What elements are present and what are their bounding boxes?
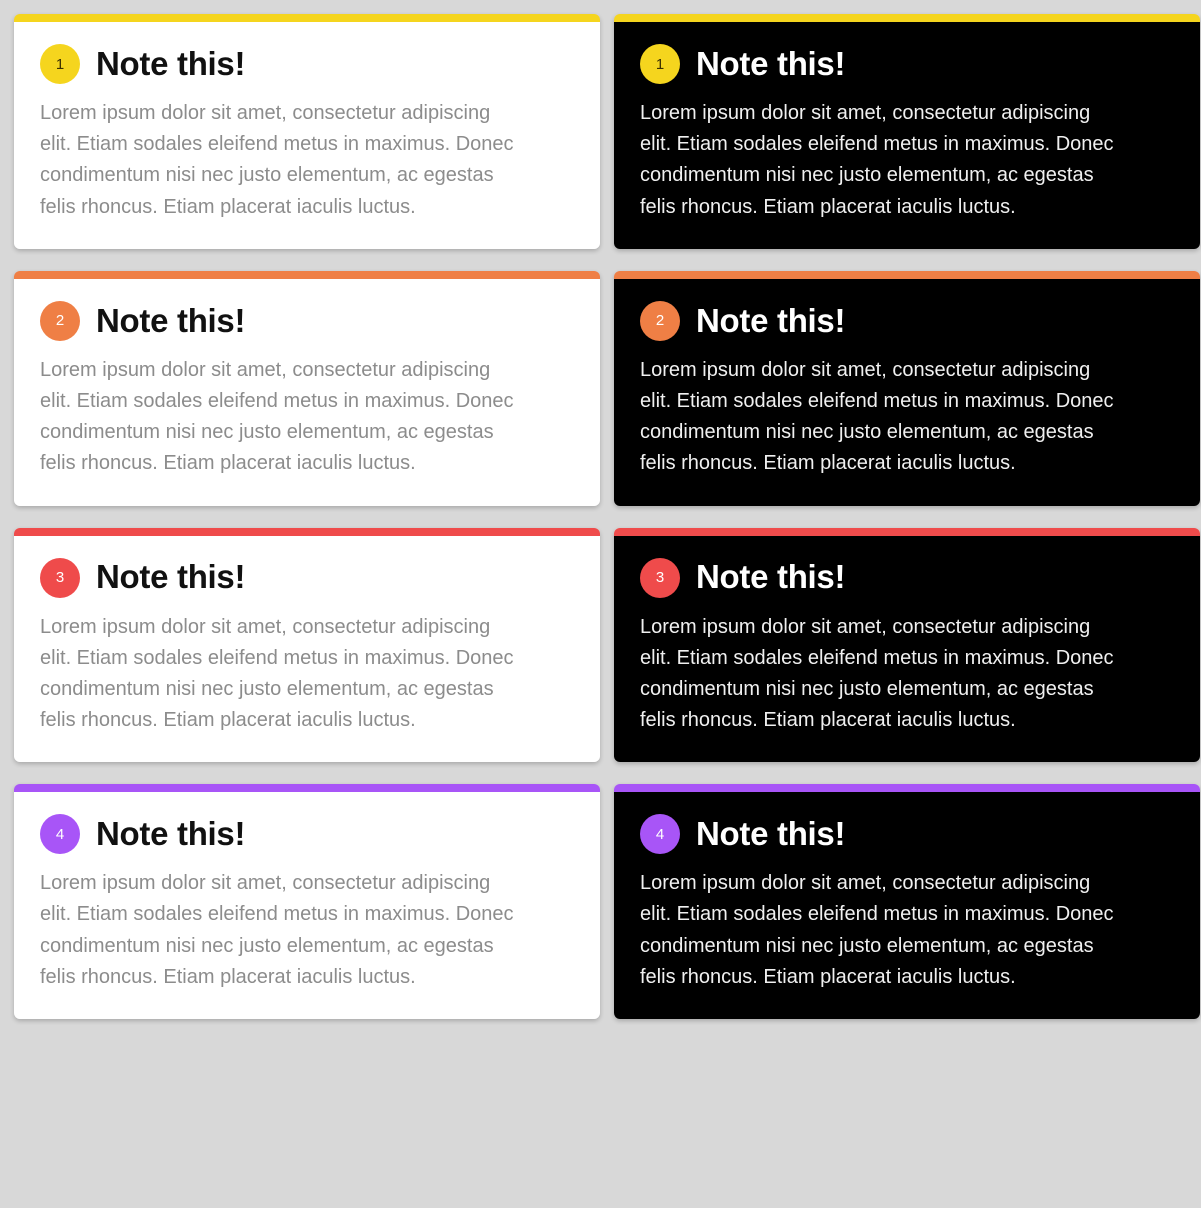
note-card-text: Lorem ipsum dolor sit amet, consectetur adipiscing elit. Etiam sodales eleifend metus in maximus. Donec condimentum nisi nec justo elementum, ac egestas felis rhoncus. Etiam placerat iaculis luctus. [640, 102, 1114, 218]
note-card-title: Note this! [96, 44, 246, 82]
accent-bar [614, 784, 1200, 792]
note-card-body [14, 22, 600, 249]
note-card-title: Note this! [96, 301, 246, 339]
note-number-badge: 1 [640, 44, 680, 84]
note-card-header [640, 44, 1174, 84]
note-card-header [40, 301, 574, 341]
note-card-title: Note this! [696, 301, 846, 339]
note-card-title: Note this! [96, 558, 246, 596]
accent-bar [614, 271, 1200, 279]
note-card-text: Lorem ipsum dolor sit amet, consectetur adipiscing elit. Etiam sodales eleifend metus in maximus. Donec condimentum nisi nec justo elementum, ac egestas felis rhoncus. Etiam placerat iaculis luctus. [40, 358, 514, 475]
accent-bar [14, 784, 600, 792]
note-card-title: Note this! [96, 815, 246, 853]
note-card-body [14, 792, 600, 1019]
note-card-text: Lorem ipsum dolor sit amet, consectetur adipiscing elit. Etiam sodales eleifend metus in maximus. Donec condimentum nisi nec justo elementum, ac egestas felis rhoncus. Etiam placerat iaculis luctus. [40, 615, 514, 732]
note-card [14, 784, 600, 1019]
note-number-badge: 3 [40, 558, 80, 598]
note-card [14, 14, 600, 249]
note-card-text: Lorem ipsum dolor sit amet, consectetur adipiscing elit. Etiam sodales eleifend metus in maximus. Donec condimentum nisi nec justo elementum, ac egestas felis rhoncus. Etiam placerat iaculis luctus. [640, 872, 1114, 988]
accent-bar [14, 528, 600, 536]
note-number-badge: 2 [640, 301, 680, 341]
note-card-header [640, 558, 1174, 598]
note-card-body [14, 279, 600, 506]
note-card [614, 14, 1200, 249]
note-card-title: Note this! [696, 815, 846, 853]
note-card [14, 528, 600, 763]
note-card-title: Note this! [696, 558, 846, 596]
note-card-text: Lorem ipsum dolor sit amet, consectetur adipiscing elit. Etiam sodales eleifend metus in maximus. Donec condimentum nisi nec justo elementum, ac egestas felis rhoncus. Etiam placerat iaculis luctus. [640, 615, 1114, 732]
note-card-body [614, 279, 1200, 506]
note-card-text: Lorem ipsum dolor sit amet, consectetur adipiscing elit. Etiam sodales eleifend metus in maximus. Donec condimentum nisi nec justo elementum, ac egestas felis rhoncus. Etiam placerat iaculis luctus. [40, 872, 514, 988]
note-card [614, 784, 1200, 1019]
note-card-text: Lorem ipsum dolor sit amet, consectetur adipiscing elit. Etiam sodales eleifend metus in maximus. Donec condimentum nisi nec justo elementum, ac egestas felis rhoncus. Etiam placerat iaculis luctus. [40, 102, 514, 218]
accent-bar [14, 14, 600, 22]
note-card [614, 528, 1200, 763]
note-card [614, 271, 1200, 506]
accent-bar [14, 271, 600, 279]
note-number-badge: 3 [640, 558, 680, 598]
note-number-badge: 1 [40, 44, 80, 84]
note-card-header [40, 44, 574, 84]
note-card-body [14, 536, 600, 763]
note-card-body [614, 22, 1200, 249]
accent-bar [614, 528, 1200, 536]
note-card-header [640, 301, 1174, 341]
note-card-header [40, 814, 574, 854]
note-number-badge: 4 [640, 814, 680, 854]
note-card-title: Note this! [696, 44, 846, 82]
note-number-badge: 2 [40, 301, 80, 341]
note-number-badge: 4 [40, 814, 80, 854]
note-card-header [40, 558, 574, 598]
note-card-text: Lorem ipsum dolor sit amet, consectetur adipiscing elit. Etiam sodales eleifend metus in maximus. Donec condimentum nisi nec justo elementum, ac egestas felis rhoncus. Etiam placerat iaculis luctus. [640, 358, 1114, 475]
accent-bar [614, 14, 1200, 22]
note-card-body [614, 536, 1200, 763]
note-card [14, 271, 600, 506]
note-card-body [614, 792, 1200, 1019]
note-card-header [640, 814, 1174, 854]
